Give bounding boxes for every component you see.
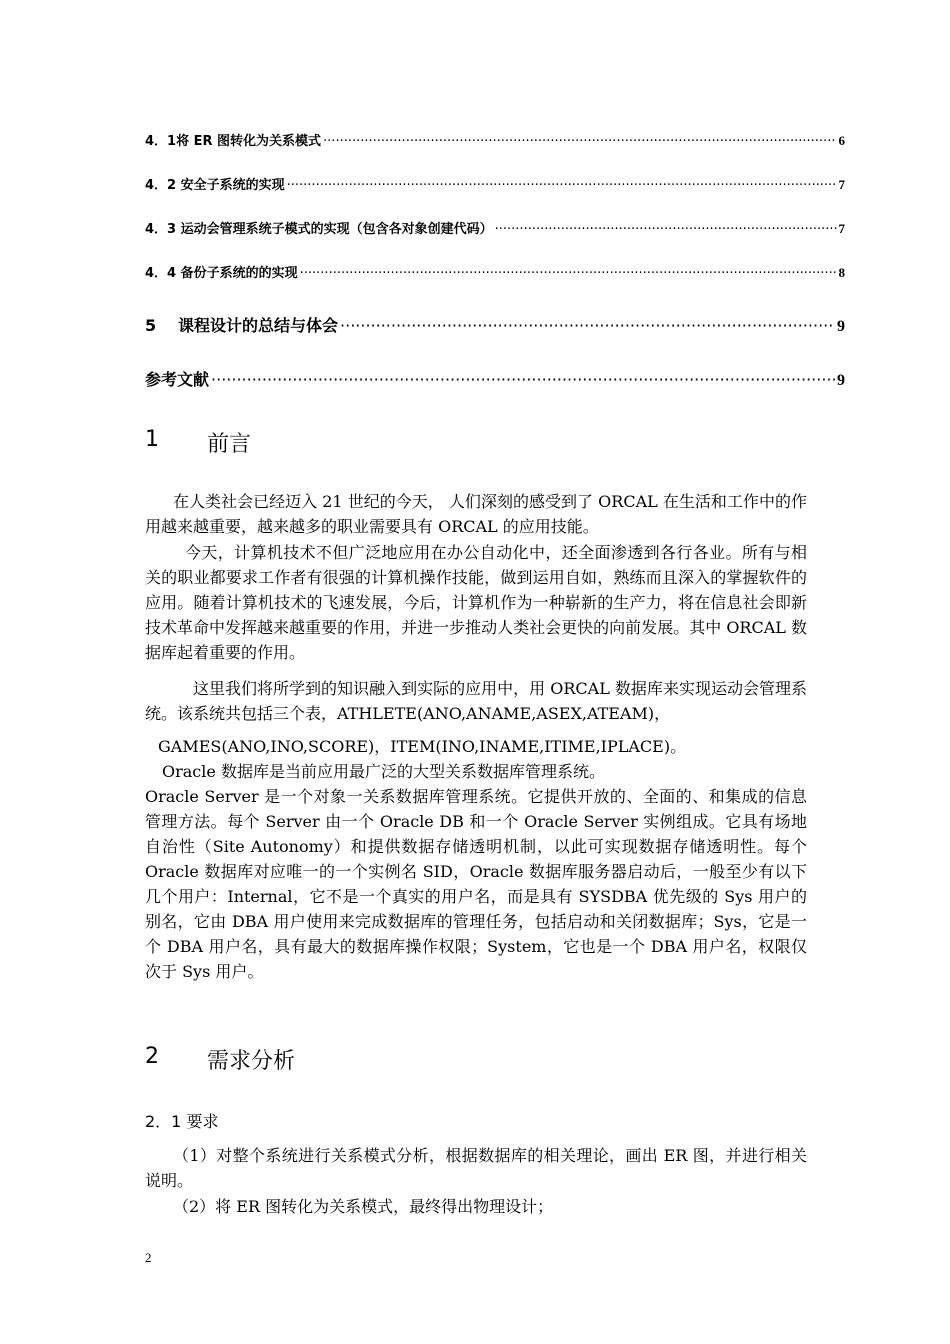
toc-entry-number: 4．4	[145, 266, 181, 281]
req-paragraph-2: （2）将 ER 图转化为关系模式，最终得出物理设计；	[173, 1197, 554, 1216]
toc-entry-title: 课程设计的总结与体会	[178, 316, 339, 335]
toc-entry-number: 4．3	[145, 222, 181, 237]
toc-entry[interactable]	[145, 218, 845, 237]
section-number: 1	[145, 427, 159, 452]
toc-entry-page: 9	[837, 318, 845, 335]
intro-paragraph-4: GAMES(ANO,INO,SCORE)，ITEM(INO,INAME,ITIME,IPLACE)。	[158, 737, 687, 756]
toc-entry-title: 安全子系统的实现	[180, 178, 285, 193]
page-number: 2	[145, 1250, 152, 1265]
subsection-heading: 2．1 要求	[145, 1112, 219, 1131]
intro-paragraph-3: 这里我们将所学到的知识融入到实际的应用中，用 ORCAL 数据库来实现运动会管理系统。该系统共包括三个表，ATHLETE(ANO,ANAME,ASEX,ATEAM)，	[145, 679, 807, 723]
toc-entry-title: 运动会管理系统子模式的实现（包含各对象创建代码）	[180, 222, 493, 237]
toc-entry-number: 5	[145, 316, 157, 335]
toc-leader-dots	[300, 266, 837, 281]
toc-leader-dots	[323, 134, 836, 149]
toc-leader-dots	[211, 370, 835, 389]
toc-entry[interactable]	[145, 367, 845, 390]
toc-entry[interactable]	[145, 174, 845, 193]
toc-entry-number: 4．2	[145, 178, 181, 193]
toc-entry[interactable]	[145, 130, 845, 149]
toc-entry-number: 4．1	[145, 134, 177, 149]
section-title: 前言	[207, 432, 252, 457]
toc-leader-dots	[495, 222, 837, 237]
toc-entry-page: 8	[838, 265, 845, 280]
section-heading-requirements	[145, 1044, 295, 1075]
toc-entry-page: 7	[838, 221, 845, 236]
intro-paragraph-5: Oracle 数据库是当前应用最广泛的大型关系数据库管理系统。	[162, 762, 605, 781]
section-number: 2	[145, 1044, 159, 1069]
toc-entry-title: 备份子系统的的实现	[180, 266, 298, 281]
toc-entry-page: 6	[838, 133, 845, 148]
toc-entry[interactable]	[145, 262, 845, 281]
toc-entry-title: 将 ER 图转化为关系模式	[176, 134, 322, 149]
toc-leader-dots	[340, 316, 835, 335]
intro-paragraph-2: 今天，计算机技术不但广泛地应用在办公自动化中，还全面渗透到各行各业。所有与相关的职业都要求工作者有很强的计算机操作技能，做到运用自如，熟练而且深入的掌握软件的应用。随着计算机技术的飞速发展，今后，计算机作为一种崭新的生产力，将在信息社会即新技术革命中发挥越来越重要的作用，并进一步推动人类社会更快的向前发展。其中 ORCAL 数据库起着重要的作用。	[145, 543, 807, 662]
toc-leader-dots	[287, 178, 837, 193]
intro-paragraph-1: 在人类社会已经迈入 21 世纪的今天， 人们深刻的感受到了 ORCAL 在生活和工作中的作用越来越重要，越来越多的职业需要具有 ORCAL 的应用技能。	[145, 492, 807, 536]
toc-entry-page: 9	[837, 372, 845, 389]
section-heading-intro	[145, 427, 251, 458]
intro-paragraph-6: Oracle Server 是一个对象一关系数据库管理系统。它提供开放的、全面的、和集成的信息管理方法。每个 Server 由一个 Oracle DB 和一个 Oracle Server 实例组成。它具有场地自治性（Site Autonomy）和提供数据存储透明机制，以此可实现数据存储透明性。每个 Oracle 数据库对应唯一的一个实例名 SID，Oracle 数据库服务器启动后，一般至少有以下几个用户：Internal，它不是一个真实的用户名，而是具有 SYSDBA 优先级的 Sys 用户的别名，它由 DBA 用户使用来完成数据库的管理任务，包括启动和关闭数据库；Sys，它是一个 DBA 用户名，具有最大的数据库操作权限；System，它也是一个 DBA 用户名，权限仅次于 Sys 用户。	[145, 787, 807, 981]
toc-entry-title: 参考文献	[145, 370, 210, 389]
toc-entry-page: 7	[838, 177, 845, 192]
section-title: 需求分析	[207, 1049, 296, 1074]
req-paragraph-1: （1）对整个系统进行关系模式分析，根据数据库的相关理论，画出 ER 图，并进行相关说明。	[145, 1146, 807, 1190]
toc-entry[interactable]	[145, 313, 845, 336]
